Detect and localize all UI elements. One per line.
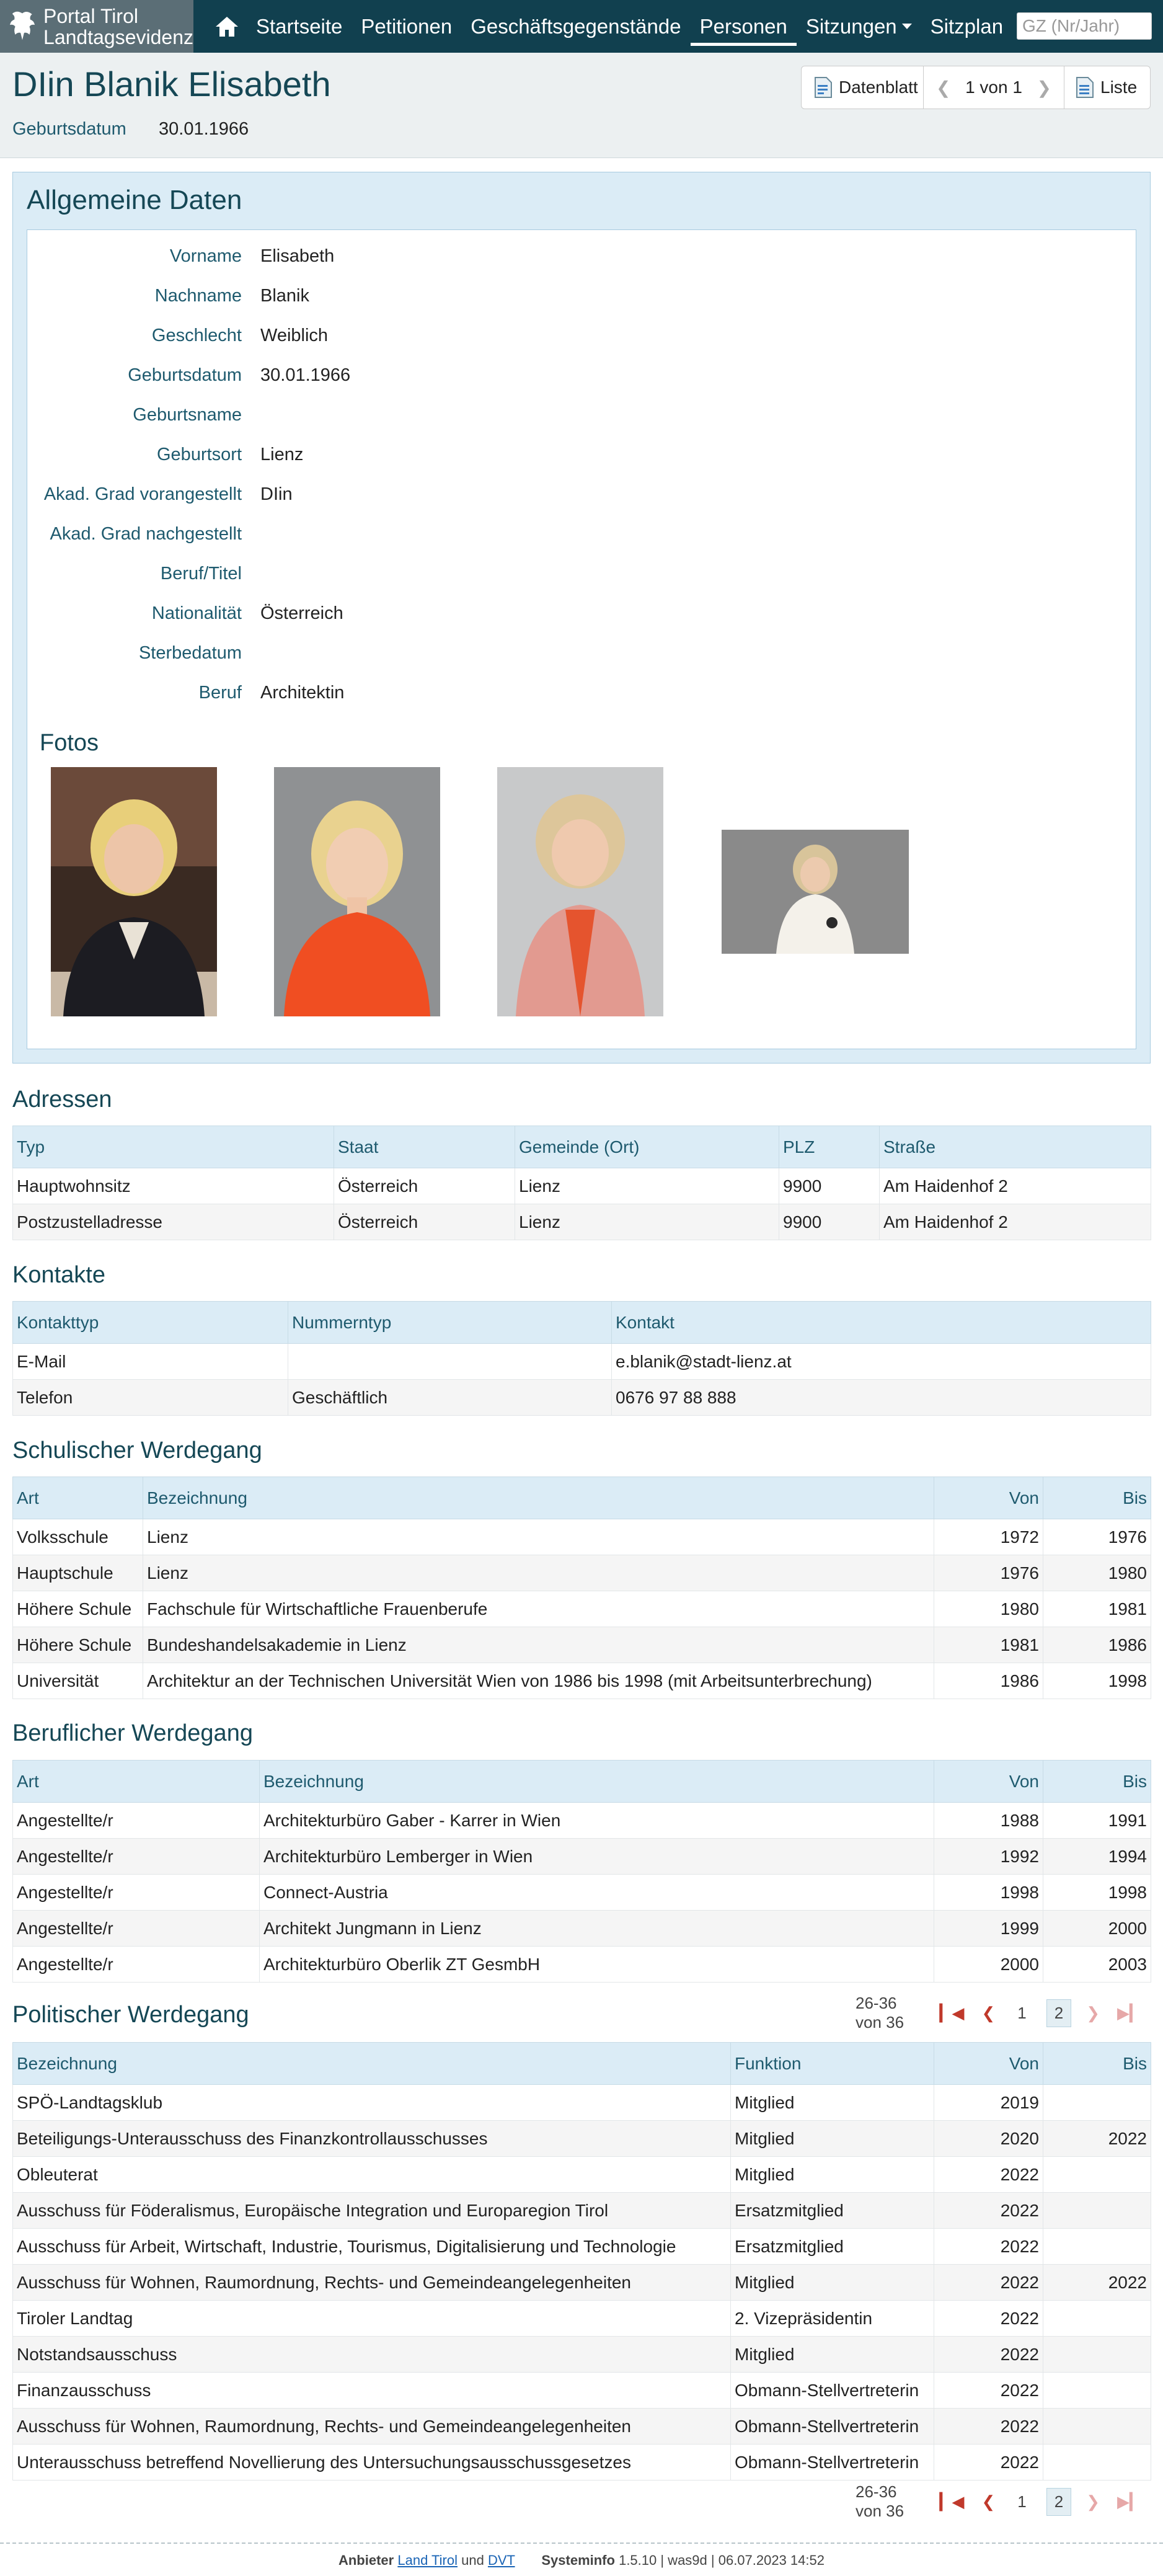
table-cell: 1998 bbox=[934, 1875, 1043, 1911]
field-label: Nachname bbox=[154, 286, 242, 306]
record-pager bbox=[923, 66, 1064, 109]
table-cell: Beteiligungs-Unterausschuss des Finanzkontrollausschusses bbox=[13, 2121, 731, 2157]
birth-date-value: 30.01.1966 bbox=[159, 119, 249, 139]
table-row bbox=[13, 1911, 1151, 1947]
table-cell: Mitglied bbox=[731, 2121, 934, 2157]
col-header[interactable]: Funktion bbox=[731, 2043, 934, 2085]
politik-pager-bottom bbox=[856, 2482, 1151, 2520]
table-cell bbox=[1043, 2157, 1151, 2193]
col-header[interactable]: Staat bbox=[334, 1126, 515, 1168]
table-cell bbox=[1043, 2445, 1151, 2481]
table-row bbox=[13, 2337, 1151, 2373]
table-row bbox=[13, 1803, 1151, 1839]
table-cell: 1972 bbox=[934, 1519, 1043, 1555]
col-header[interactable]: Von bbox=[934, 2043, 1043, 2085]
field-akad-grad-nach bbox=[27, 524, 1137, 549]
table-cell: 9900 bbox=[779, 1168, 880, 1204]
table-cell: 2022 bbox=[934, 2229, 1043, 2265]
table-cell: Finanzausschuss bbox=[13, 2373, 731, 2409]
adressen-table bbox=[12, 1126, 1151, 1240]
person-photo-1[interactable] bbox=[51, 767, 217, 1016]
list-document-icon bbox=[1076, 76, 1094, 99]
table-cell: Angestellte/r bbox=[13, 1803, 260, 1839]
table-cell: Ersatzmitglied bbox=[731, 2229, 934, 2265]
field-vorname bbox=[27, 246, 1137, 271]
table-row bbox=[13, 2265, 1151, 2301]
table-cell: Ausschuss für Wohnen, Raumordnung, Rechts- und Gemeindeangelegenheiten bbox=[13, 2265, 731, 2301]
table-cell: Hauptwohnsitz bbox=[13, 1168, 334, 1204]
footer-link-land-tirol[interactable]: Land Tirol bbox=[397, 2552, 458, 2568]
politik-table bbox=[12, 2042, 1151, 2481]
table-cell bbox=[1043, 2337, 1151, 2373]
table-cell: 2022 bbox=[934, 2445, 1043, 2481]
table-cell: 1981 bbox=[934, 1627, 1043, 1663]
field-value: Blanik bbox=[260, 286, 309, 306]
table-cell: SPÖ-Landtagsklub bbox=[13, 2085, 731, 2121]
col-header[interactable]: Straße bbox=[880, 1126, 1151, 1168]
datenblatt-button[interactable] bbox=[801, 66, 924, 109]
table-cell: Bundeshandelsakademie in Lienz bbox=[143, 1627, 934, 1663]
table-row bbox=[13, 1663, 1151, 1699]
col-header[interactable]: Bezeichnung bbox=[143, 1477, 934, 1519]
person-photo-2[interactable] bbox=[274, 767, 440, 1016]
table-row bbox=[13, 1344, 1151, 1380]
field-akad-grad-vor bbox=[27, 484, 1137, 509]
brand-logo-link[interactable] bbox=[0, 0, 193, 53]
table-cell: 2022 bbox=[934, 2373, 1043, 2409]
schule-title: Schulischer Werdegang bbox=[12, 1437, 262, 1463]
table-cell: Angestellte/r bbox=[13, 1839, 260, 1875]
general-data-body bbox=[27, 229, 1136, 1049]
table-cell: Architektur an der Technischen Universität Wien von 1986 bis 1998 (mit Arbeitsunterbrechung) bbox=[143, 1663, 934, 1699]
table-cell: Ausschuss für Föderalismus, Europäische Integration und Europaregion Tirol bbox=[13, 2193, 731, 2229]
document-icon bbox=[814, 76, 833, 99]
table-row bbox=[13, 2229, 1151, 2265]
table-cell: Obmann-Stellvertreterin bbox=[731, 2373, 934, 2409]
col-header[interactable]: Nummerntyp bbox=[288, 1302, 612, 1344]
col-header[interactable]: Typ bbox=[13, 1126, 334, 1168]
col-header[interactable]: Von bbox=[934, 1477, 1043, 1519]
next-page-icon[interactable]: ❯ bbox=[1086, 2492, 1100, 2511]
politik-title: Politischer Werdegang bbox=[12, 2002, 249, 2028]
prev-page-icon[interactable]: ❮ bbox=[981, 2492, 996, 2511]
chevron-right-icon[interactable]: ❯ bbox=[1037, 78, 1051, 97]
table-cell bbox=[288, 1344, 612, 1380]
col-header[interactable]: Bis bbox=[1043, 1477, 1151, 1519]
nav-sitzungen-dropdown[interactable] bbox=[797, 0, 921, 53]
table-row bbox=[13, 1875, 1151, 1911]
table-cell: Architekturbüro Oberlik ZT GesmbH bbox=[260, 1947, 934, 1983]
first-page-icon[interactable]: ▎◀ bbox=[939, 2003, 965, 2022]
table-cell: 1994 bbox=[1043, 1839, 1151, 1875]
photos-title: Fotos bbox=[40, 730, 99, 756]
tyrol-eagle-icon bbox=[4, 2, 41, 51]
col-header[interactable]: Bezeichnung bbox=[260, 1761, 934, 1803]
table-cell: Fachschule für Wirtschaftliche Frauenberufe bbox=[143, 1591, 934, 1627]
footer bbox=[0, 2543, 1163, 2576]
table-row bbox=[13, 2157, 1151, 2193]
field-label: Vorname bbox=[169, 246, 242, 266]
nav-startseite[interactable]: Startseite bbox=[256, 14, 343, 38]
table-cell bbox=[1043, 2301, 1151, 2337]
table-cell: 1980 bbox=[1043, 1555, 1151, 1591]
field-label: Geschlecht bbox=[151, 326, 242, 345]
field-nachname bbox=[27, 286, 1137, 311]
table-cell bbox=[1043, 2193, 1151, 2229]
col-header[interactable]: Gemeinde (Ort) bbox=[515, 1126, 779, 1168]
page-2-button[interactable]: 2 bbox=[1046, 1999, 1071, 2027]
page-2-button[interactable]: 2 bbox=[1046, 2488, 1071, 2516]
col-header[interactable]: Kontakttyp bbox=[13, 1302, 288, 1344]
email-link[interactable]: e.blanik@stadt-lienz.at bbox=[612, 1344, 1151, 1380]
table-cell: 1991 bbox=[1043, 1803, 1151, 1839]
beruf-title: Beruflicher Werdegang bbox=[12, 1720, 253, 1746]
table-cell: 2. Vizepräsidentin bbox=[731, 2301, 934, 2337]
table-cell: Österreich bbox=[334, 1204, 515, 1240]
table-cell: 2022 bbox=[1043, 2265, 1151, 2301]
table-cell: Ausschuss für Wohnen, Raumordnung, Rechts- und Gemeindeangelegenheiten bbox=[13, 2409, 731, 2445]
field-value: Lienz bbox=[260, 445, 304, 464]
table-cell: Tiroler Landtag bbox=[13, 2301, 731, 2337]
table-cell: Obmann-Stellvertreterin bbox=[731, 2445, 934, 2481]
table-row bbox=[13, 2373, 1151, 2409]
table-cell: 2022 bbox=[1043, 2121, 1151, 2157]
beruf-table bbox=[12, 1760, 1151, 1983]
table-cell: Österreich bbox=[334, 1168, 515, 1204]
schule-table bbox=[12, 1477, 1151, 1699]
table-cell: 2022 bbox=[934, 2157, 1043, 2193]
field-value: 30.01.1966 bbox=[260, 365, 351, 385]
field-label: Geburtsname bbox=[133, 405, 242, 425]
table-row bbox=[13, 1947, 1151, 1983]
table-cell: Höhere Schule bbox=[13, 1627, 143, 1663]
last-page-icon[interactable]: ▶▎ bbox=[1117, 2003, 1142, 2022]
table-cell: 9900 bbox=[779, 1204, 880, 1240]
field-value: Österreich bbox=[260, 603, 343, 623]
table-cell: 2003 bbox=[1043, 1947, 1151, 1983]
table-cell: 1999 bbox=[934, 1911, 1043, 1947]
footer-systeminfo-value: 1.5.10 | was9d | 06.07.2023 14:52 bbox=[619, 2552, 825, 2568]
table-cell: E-Mail bbox=[13, 1344, 288, 1380]
footer-und: und bbox=[461, 2552, 484, 2568]
table-cell: 2022 bbox=[934, 2193, 1043, 2229]
nav-geschaeftsgegenstaende[interactable]: Geschäftsgegenstände bbox=[471, 14, 681, 38]
field-label: Geburtsdatum bbox=[128, 365, 242, 385]
col-header[interactable]: Von bbox=[934, 1761, 1043, 1803]
table-row bbox=[13, 2409, 1151, 2445]
table-cell: Angestellte/r bbox=[13, 1911, 260, 1947]
brand-text bbox=[43, 6, 193, 48]
datenblatt-label: Datenblatt bbox=[839, 78, 918, 97]
table-cell: 1986 bbox=[1043, 1627, 1151, 1663]
field-label: Sterbedatum bbox=[138, 643, 242, 663]
table-cell: Lienz bbox=[143, 1555, 934, 1591]
general-data-title: Allgemeine Daten bbox=[27, 185, 242, 215]
table-row bbox=[13, 1627, 1151, 1663]
kontakte-table bbox=[12, 1301, 1151, 1416]
table-cell bbox=[1043, 2229, 1151, 2265]
gz-search-input[interactable] bbox=[1017, 12, 1152, 40]
field-beruf bbox=[27, 683, 1137, 708]
table-cell bbox=[1043, 2373, 1151, 2409]
table-cell: 1998 bbox=[1043, 1663, 1151, 1699]
next-page-icon[interactable]: ❯ bbox=[1086, 2003, 1100, 2022]
table-cell: 2022 bbox=[934, 2301, 1043, 2337]
person-photo-3[interactable] bbox=[497, 767, 663, 1016]
person-header bbox=[0, 53, 1163, 158]
field-value: Architektin bbox=[260, 683, 345, 703]
pager-info: 26-36 von 36 bbox=[856, 2482, 904, 2520]
table-cell: Angestellte/r bbox=[13, 1875, 260, 1911]
table-cell: Hauptschule bbox=[13, 1555, 143, 1591]
field-label: Akad. Grad vorangestellt bbox=[43, 484, 242, 504]
table-row bbox=[13, 2193, 1151, 2229]
field-geburtsort bbox=[27, 445, 1137, 469]
field-value: Weiblich bbox=[260, 326, 329, 345]
field-beruf-titel bbox=[27, 564, 1137, 588]
record-pager-label: 1 von 1 bbox=[965, 78, 1022, 97]
table-cell: 0676 97 88 888 bbox=[612, 1380, 1151, 1416]
table-cell: 1986 bbox=[934, 1663, 1043, 1699]
page-1-button[interactable]: 1 bbox=[1017, 2492, 1027, 2511]
table-cell: Architekturbüro Gaber - Karrer in Wien bbox=[260, 1803, 934, 1839]
table-cell: Connect-Austria bbox=[260, 1875, 934, 1911]
table-cell bbox=[1043, 2409, 1151, 2445]
first-page-icon[interactable]: ▎◀ bbox=[939, 2492, 965, 2511]
table-row bbox=[13, 1204, 1151, 1240]
top-navbar bbox=[0, 0, 1163, 53]
field-sterbedatum bbox=[27, 643, 1137, 668]
table-cell: Universität bbox=[13, 1663, 143, 1699]
table-row bbox=[13, 2121, 1151, 2157]
table-cell: Mitglied bbox=[731, 2157, 934, 2193]
col-header[interactable]: PLZ bbox=[779, 1126, 880, 1168]
table-cell: 1992 bbox=[934, 1839, 1043, 1875]
table-cell: Obmann-Stellvertreterin bbox=[731, 2409, 934, 2445]
col-header[interactable]: Art bbox=[13, 1477, 143, 1519]
table-cell: Ersatzmitglied bbox=[731, 2193, 934, 2229]
footer-anbieter-label: Anbieter bbox=[338, 2552, 394, 2568]
nav-personen[interactable]: Personen bbox=[691, 7, 797, 46]
politik-pager-top bbox=[856, 1994, 1151, 2032]
field-label: Nationalität bbox=[151, 603, 242, 623]
field-geschlecht bbox=[27, 326, 1137, 350]
col-header[interactable]: Art bbox=[13, 1761, 260, 1803]
table-cell: 2000 bbox=[934, 1947, 1043, 1983]
table-cell: 1976 bbox=[1043, 1519, 1151, 1555]
table-cell: Obleuterat bbox=[13, 2157, 731, 2193]
field-geburtsname bbox=[27, 405, 1137, 430]
brand-line2: Landtagsevidenz bbox=[43, 25, 193, 48]
field-value: Elisabeth bbox=[260, 246, 335, 266]
nav-sitzungen-label: Sitzungen bbox=[805, 14, 897, 38]
table-cell: 1998 bbox=[1043, 1875, 1151, 1911]
table-cell: 2022 bbox=[934, 2409, 1043, 2445]
table-cell: Geschäftlich bbox=[288, 1380, 612, 1416]
table-cell: Mitglied bbox=[731, 2265, 934, 2301]
table-row bbox=[13, 2301, 1151, 2337]
table-cell: Architekt Jungmann in Lienz bbox=[260, 1911, 934, 1947]
table-cell: Notstandsausschuss bbox=[13, 2337, 731, 2373]
liste-label: Liste bbox=[1100, 78, 1138, 97]
table-cell: Angestellte/r bbox=[13, 1947, 260, 1983]
kontakte-title: Kontakte bbox=[12, 1262, 105, 1288]
field-value: DIin bbox=[260, 484, 293, 504]
table-cell: Mitglied bbox=[731, 2337, 934, 2373]
table-cell: 1981 bbox=[1043, 1591, 1151, 1627]
field-label: Beruf bbox=[198, 683, 242, 703]
table-cell: Lienz bbox=[515, 1168, 779, 1204]
table-row bbox=[13, 1839, 1151, 1875]
table-cell: Lienz bbox=[143, 1519, 934, 1555]
col-header[interactable]: Bezeichnung bbox=[13, 2043, 731, 2085]
home-icon[interactable] bbox=[214, 14, 239, 39]
chevron-left-icon[interactable]: ❮ bbox=[936, 78, 951, 97]
table-row bbox=[13, 1380, 1151, 1416]
table-cell: 2000 bbox=[1043, 1911, 1151, 1947]
liste-button[interactable] bbox=[1064, 66, 1151, 109]
table-cell: 2022 bbox=[934, 2337, 1043, 2373]
table-cell: Unterausschuss betreffend Novellierung des Untersuchungsausschussgesetzes bbox=[13, 2445, 731, 2481]
table-cell: Architekturbüro Lemberger in Wien bbox=[260, 1839, 934, 1875]
birth-date-label: Geburtsdatum bbox=[12, 119, 126, 139]
table-row bbox=[13, 1519, 1151, 1555]
table-cell: Ausschuss für Arbeit, Wirtschaft, Industrie, Tourismus, Digitalisierung und Technologie bbox=[13, 2229, 731, 2265]
table-row bbox=[13, 2445, 1151, 2481]
table-cell: 2020 bbox=[934, 2121, 1043, 2157]
nav-sitzplan[interactable]: Sitzplan bbox=[930, 14, 1004, 38]
adressen-title: Adressen bbox=[12, 1086, 112, 1113]
footer-systeminfo-label: Systeminfo bbox=[541, 2552, 615, 2568]
field-label: Geburtsort bbox=[157, 445, 242, 464]
field-label: Beruf/Titel bbox=[160, 564, 242, 584]
person-photo-4[interactable] bbox=[722, 830, 909, 954]
chevron-down-icon bbox=[902, 24, 912, 29]
table-cell: 1988 bbox=[934, 1803, 1043, 1839]
prev-page-icon[interactable]: ❮ bbox=[981, 2003, 996, 2022]
table-row bbox=[13, 1591, 1151, 1627]
table-row bbox=[13, 1555, 1151, 1591]
page-title: DIin Blanik Elisabeth bbox=[12, 64, 331, 104]
table-cell: 1980 bbox=[934, 1591, 1043, 1627]
field-label: Akad. Grad nachgestellt bbox=[50, 524, 242, 544]
field-geburtsdatum bbox=[27, 365, 1137, 390]
field-nationalitaet bbox=[27, 603, 1137, 628]
last-page-icon[interactable]: ▶▎ bbox=[1117, 2492, 1142, 2511]
footer-link-dvt[interactable]: DVT bbox=[487, 2552, 515, 2568]
table-row bbox=[13, 1168, 1151, 1204]
table-cell bbox=[1043, 2085, 1151, 2121]
col-header[interactable]: Kontakt bbox=[612, 1302, 1151, 1344]
table-cell: 2019 bbox=[934, 2085, 1043, 2121]
table-cell: 2022 bbox=[934, 2265, 1043, 2301]
table-cell: Höhere Schule bbox=[13, 1591, 143, 1627]
table-cell: Telefon bbox=[13, 1380, 288, 1416]
general-data-panel bbox=[12, 172, 1151, 1064]
table-cell: 1976 bbox=[934, 1555, 1043, 1591]
table-cell: Volksschule bbox=[13, 1519, 143, 1555]
table-cell: Mitglied bbox=[731, 2085, 934, 2121]
col-header[interactable]: Bis bbox=[1043, 2043, 1151, 2085]
page-1-button[interactable]: 1 bbox=[1017, 2003, 1027, 2022]
table-cell: Am Haidenhof 2 bbox=[880, 1168, 1151, 1204]
pager-info: 26-36 von 36 bbox=[856, 1994, 904, 2032]
col-header[interactable]: Bis bbox=[1043, 1761, 1151, 1803]
brand-line1: Portal Tirol bbox=[43, 4, 138, 27]
table-row bbox=[13, 2085, 1151, 2121]
table-cell: Lienz bbox=[515, 1204, 779, 1240]
nav-petitionen[interactable]: Petitionen bbox=[361, 14, 453, 38]
table-cell: Postzustelladresse bbox=[13, 1204, 334, 1240]
table-cell: Am Haidenhof 2 bbox=[880, 1204, 1151, 1240]
